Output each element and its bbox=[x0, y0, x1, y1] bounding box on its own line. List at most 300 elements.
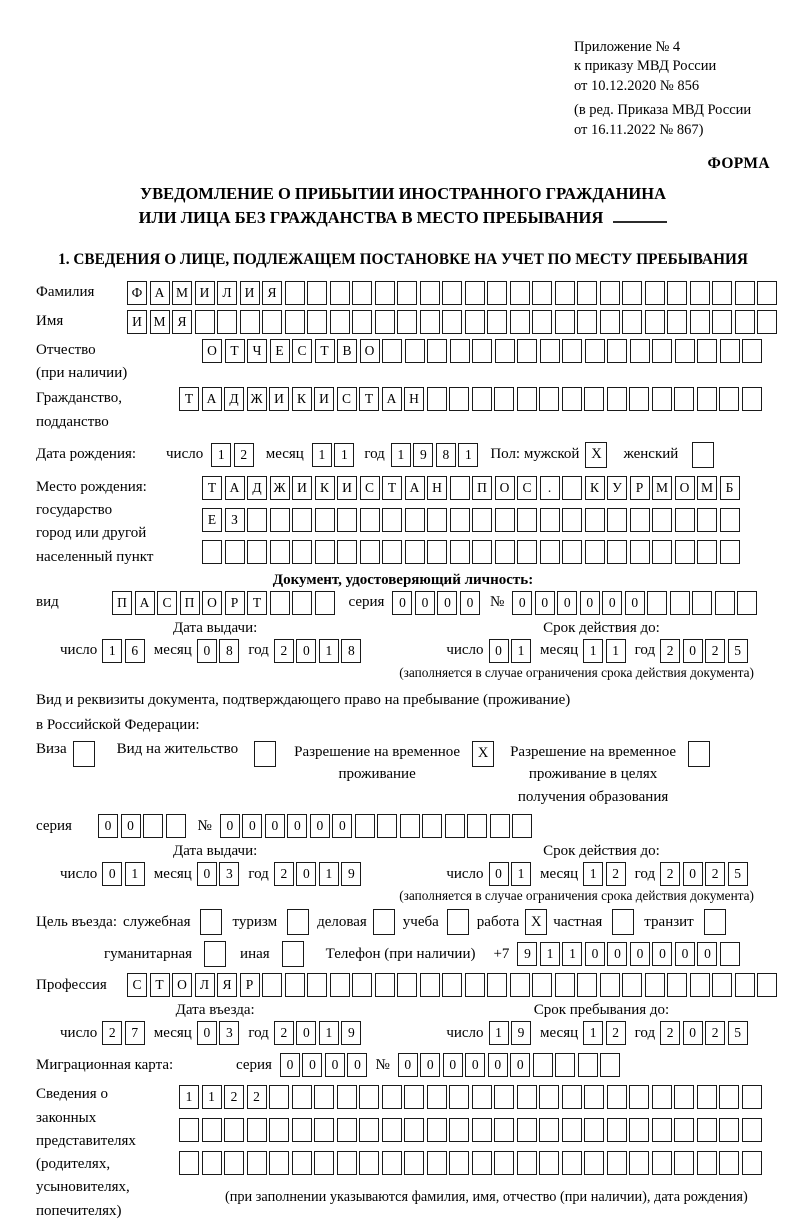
doc-valid-day-boxes[interactable] bbox=[489, 639, 532, 663]
char-box[interactable] bbox=[405, 339, 425, 363]
char-box[interactable] bbox=[562, 1151, 582, 1175]
char-box[interactable] bbox=[292, 540, 312, 564]
purpose-transit-checkbox[interactable] bbox=[704, 909, 726, 935]
char-box[interactable]: 1 bbox=[319, 639, 339, 663]
char-box[interactable] bbox=[494, 1151, 514, 1175]
purpose-other-checkbox[interactable] bbox=[282, 941, 304, 967]
char-box[interactable]: 0 bbox=[296, 639, 316, 663]
char-box[interactable]: Т bbox=[179, 387, 199, 411]
char-box[interactable] bbox=[427, 1118, 447, 1142]
char-box[interactable]: 0 bbox=[489, 862, 509, 886]
char-box[interactable]: 5 bbox=[728, 862, 748, 886]
char-box[interactable] bbox=[445, 814, 465, 838]
char-box[interactable] bbox=[375, 310, 395, 334]
char-box[interactable] bbox=[179, 1118, 199, 1142]
char-box[interactable] bbox=[225, 540, 245, 564]
char-box[interactable]: 0 bbox=[415, 591, 435, 615]
char-box[interactable] bbox=[539, 387, 559, 411]
char-box[interactable] bbox=[607, 540, 627, 564]
char-box[interactable]: 0 bbox=[296, 1021, 316, 1045]
char-box[interactable] bbox=[495, 508, 515, 532]
char-box[interactable]: 1 bbox=[511, 639, 531, 663]
char-box[interactable]: 1 bbox=[583, 639, 603, 663]
char-box[interactable] bbox=[607, 1151, 627, 1175]
char-box[interactable] bbox=[315, 591, 335, 615]
char-box[interactable]: 6 bbox=[125, 639, 145, 663]
char-box[interactable]: 0 bbox=[580, 591, 600, 615]
char-box[interactable] bbox=[517, 508, 537, 532]
char-box[interactable]: 0 bbox=[510, 1053, 530, 1077]
char-box[interactable]: 9 bbox=[517, 942, 537, 966]
char-box[interactable]: А bbox=[202, 387, 222, 411]
char-box[interactable]: З bbox=[225, 508, 245, 532]
char-box[interactable] bbox=[577, 310, 597, 334]
char-box[interactable]: 0 bbox=[460, 591, 480, 615]
char-box[interactable]: И bbox=[269, 387, 289, 411]
char-box[interactable] bbox=[675, 508, 695, 532]
permit-series-boxes[interactable] bbox=[98, 814, 186, 838]
char-box[interactable] bbox=[494, 1085, 514, 1109]
char-box[interactable] bbox=[735, 281, 755, 305]
char-box[interactable]: А bbox=[225, 476, 245, 500]
char-box[interactable]: 1 bbox=[562, 942, 582, 966]
char-box[interactable] bbox=[472, 387, 492, 411]
char-box[interactable]: П bbox=[112, 591, 132, 615]
char-box[interactable] bbox=[652, 508, 672, 532]
char-box[interactable] bbox=[742, 1118, 762, 1142]
char-box[interactable] bbox=[532, 973, 552, 997]
char-box[interactable] bbox=[472, 1118, 492, 1142]
char-box[interactable] bbox=[427, 540, 447, 564]
char-box[interactable] bbox=[517, 1151, 537, 1175]
char-box[interactable] bbox=[674, 1118, 694, 1142]
char-box[interactable] bbox=[697, 387, 717, 411]
char-box[interactable] bbox=[532, 281, 552, 305]
char-box[interactable]: 0 bbox=[280, 1053, 300, 1077]
char-box[interactable] bbox=[449, 1118, 469, 1142]
char-box[interactable]: 0 bbox=[489, 639, 509, 663]
birth-year-boxes[interactable] bbox=[391, 443, 479, 467]
char-box[interactable] bbox=[179, 1151, 199, 1175]
char-box[interactable] bbox=[697, 1085, 717, 1109]
char-box[interactable]: О bbox=[495, 476, 515, 500]
char-box[interactable] bbox=[562, 508, 582, 532]
char-box[interactable] bbox=[585, 508, 605, 532]
char-box[interactable]: 2 bbox=[705, 862, 725, 886]
char-box[interactable] bbox=[262, 310, 282, 334]
char-box[interactable] bbox=[622, 310, 642, 334]
char-box[interactable] bbox=[270, 540, 290, 564]
char-box[interactable]: Д bbox=[247, 476, 267, 500]
char-box[interactable] bbox=[600, 1053, 620, 1077]
doc-valid-year-boxes[interactable] bbox=[660, 639, 748, 663]
char-box[interactable] bbox=[517, 387, 537, 411]
char-box[interactable]: У bbox=[607, 476, 627, 500]
char-box[interactable]: 2 bbox=[234, 443, 254, 467]
char-box[interactable] bbox=[584, 1085, 604, 1109]
char-box[interactable] bbox=[314, 1118, 334, 1142]
char-box[interactable] bbox=[742, 1085, 762, 1109]
char-box[interactable] bbox=[359, 1151, 379, 1175]
char-box[interactable] bbox=[715, 591, 735, 615]
char-box[interactable] bbox=[607, 1118, 627, 1142]
char-box[interactable] bbox=[450, 339, 470, 363]
char-box[interactable] bbox=[667, 281, 687, 305]
char-box[interactable]: 9 bbox=[341, 862, 361, 886]
char-box[interactable] bbox=[217, 310, 237, 334]
char-box[interactable] bbox=[494, 387, 514, 411]
char-box[interactable] bbox=[720, 540, 740, 564]
char-box[interactable] bbox=[487, 310, 507, 334]
char-box[interactable] bbox=[690, 310, 710, 334]
char-box[interactable]: 0 bbox=[437, 591, 457, 615]
char-box[interactable]: Н bbox=[427, 476, 447, 500]
permit-issue-month-boxes[interactable] bbox=[197, 862, 240, 886]
char-box[interactable]: Н bbox=[404, 387, 424, 411]
char-box[interactable]: 8 bbox=[341, 639, 361, 663]
char-box[interactable]: С bbox=[157, 591, 177, 615]
char-box[interactable] bbox=[737, 591, 757, 615]
char-box[interactable]: 0 bbox=[242, 814, 262, 838]
permit-number-boxes[interactable] bbox=[220, 814, 533, 838]
char-box[interactable]: 3 bbox=[219, 1021, 239, 1045]
char-box[interactable] bbox=[427, 508, 447, 532]
char-box[interactable] bbox=[622, 281, 642, 305]
char-box[interactable]: 1 bbox=[334, 443, 354, 467]
char-box[interactable]: Ж bbox=[270, 476, 290, 500]
char-box[interactable] bbox=[675, 540, 695, 564]
char-box[interactable] bbox=[397, 310, 417, 334]
char-box[interactable] bbox=[427, 387, 447, 411]
doc-series-boxes[interactable] bbox=[392, 591, 480, 615]
char-box[interactable] bbox=[472, 1151, 492, 1175]
char-box[interactable]: 0 bbox=[302, 1053, 322, 1077]
char-box[interactable] bbox=[315, 508, 335, 532]
char-box[interactable] bbox=[307, 281, 327, 305]
char-box[interactable]: П bbox=[472, 476, 492, 500]
char-box[interactable] bbox=[629, 1085, 649, 1109]
char-box[interactable] bbox=[712, 973, 732, 997]
char-box[interactable] bbox=[712, 281, 732, 305]
char-box[interactable] bbox=[472, 540, 492, 564]
char-box[interactable] bbox=[420, 281, 440, 305]
char-box[interactable] bbox=[292, 1118, 312, 1142]
char-box[interactable]: 2 bbox=[606, 1021, 626, 1045]
char-box[interactable] bbox=[427, 339, 447, 363]
char-box[interactable]: 0 bbox=[557, 591, 577, 615]
char-box[interactable] bbox=[720, 508, 740, 532]
char-box[interactable]: П bbox=[180, 591, 200, 615]
char-box[interactable] bbox=[630, 339, 650, 363]
char-box[interactable] bbox=[629, 387, 649, 411]
char-box[interactable] bbox=[584, 1118, 604, 1142]
char-box[interactable] bbox=[697, 1151, 717, 1175]
char-box[interactable] bbox=[735, 310, 755, 334]
char-box[interactable] bbox=[330, 310, 350, 334]
doc-issue-day-boxes[interactable] bbox=[102, 639, 145, 663]
char-box[interactable] bbox=[647, 591, 667, 615]
char-box[interactable] bbox=[202, 1118, 222, 1142]
citizenship-boxes[interactable] bbox=[179, 387, 762, 411]
char-box[interactable] bbox=[292, 1085, 312, 1109]
entry-month-boxes[interactable] bbox=[197, 1021, 240, 1045]
entry-day-boxes[interactable] bbox=[102, 1021, 145, 1045]
char-box[interactable] bbox=[292, 508, 312, 532]
doc-issue-year-boxes[interactable] bbox=[274, 639, 362, 663]
char-box[interactable]: К bbox=[585, 476, 605, 500]
surname-boxes[interactable] bbox=[127, 281, 777, 305]
char-box[interactable]: А bbox=[135, 591, 155, 615]
char-box[interactable] bbox=[285, 281, 305, 305]
char-box[interactable] bbox=[667, 973, 687, 997]
name-boxes[interactable] bbox=[127, 310, 777, 334]
char-box[interactable] bbox=[449, 387, 469, 411]
char-box[interactable] bbox=[337, 540, 357, 564]
birthplace-boxes-row1[interactable] bbox=[202, 476, 740, 500]
char-box[interactable] bbox=[510, 281, 530, 305]
char-box[interactable] bbox=[697, 540, 717, 564]
migration-number-boxes[interactable] bbox=[398, 1053, 621, 1077]
char-box[interactable]: А bbox=[382, 387, 402, 411]
char-box[interactable] bbox=[495, 540, 515, 564]
purpose-tourism-checkbox[interactable] bbox=[287, 909, 309, 935]
char-box[interactable] bbox=[585, 540, 605, 564]
char-box[interactable]: Т bbox=[315, 339, 335, 363]
char-box[interactable]: Р bbox=[225, 591, 245, 615]
char-box[interactable]: 0 bbox=[347, 1053, 367, 1077]
char-box[interactable] bbox=[652, 387, 672, 411]
char-box[interactable] bbox=[269, 1085, 289, 1109]
char-box[interactable] bbox=[757, 310, 777, 334]
char-box[interactable] bbox=[240, 310, 260, 334]
char-box[interactable]: А bbox=[150, 281, 170, 305]
char-box[interactable] bbox=[675, 339, 695, 363]
char-box[interactable]: 7 bbox=[125, 1021, 145, 1045]
char-box[interactable]: А bbox=[405, 476, 425, 500]
char-box[interactable]: 1 bbox=[583, 862, 603, 886]
char-box[interactable] bbox=[450, 540, 470, 564]
char-box[interactable] bbox=[735, 973, 755, 997]
char-box[interactable]: И bbox=[240, 281, 260, 305]
char-box[interactable] bbox=[600, 973, 620, 997]
birth-day-boxes[interactable] bbox=[211, 443, 254, 467]
char-box[interactable] bbox=[375, 973, 395, 997]
char-box[interactable] bbox=[352, 973, 372, 997]
char-box[interactable] bbox=[465, 973, 485, 997]
char-box[interactable]: С bbox=[337, 387, 357, 411]
char-box[interactable] bbox=[397, 281, 417, 305]
char-box[interactable] bbox=[600, 310, 620, 334]
char-box[interactable]: 1 bbox=[125, 862, 145, 886]
char-box[interactable]: 0 bbox=[296, 862, 316, 886]
char-box[interactable] bbox=[674, 1151, 694, 1175]
char-box[interactable]: 2 bbox=[274, 639, 294, 663]
char-box[interactable]: 2 bbox=[606, 862, 626, 886]
char-box[interactable] bbox=[337, 1118, 357, 1142]
char-box[interactable]: Л bbox=[217, 281, 237, 305]
char-box[interactable] bbox=[382, 1118, 402, 1142]
char-box[interactable] bbox=[690, 281, 710, 305]
char-box[interactable] bbox=[420, 310, 440, 334]
char-box[interactable] bbox=[719, 1151, 739, 1175]
visa-checkbox[interactable] bbox=[73, 741, 95, 767]
char-box[interactable] bbox=[670, 591, 690, 615]
char-box[interactable] bbox=[465, 310, 485, 334]
char-box[interactable]: 1 bbox=[202, 1085, 222, 1109]
char-box[interactable]: К bbox=[292, 387, 312, 411]
permit-valid-day-boxes[interactable] bbox=[489, 862, 532, 886]
birthplace-boxes-row3[interactable] bbox=[202, 540, 740, 564]
char-box[interactable] bbox=[143, 814, 163, 838]
char-box[interactable] bbox=[420, 973, 440, 997]
char-box[interactable] bbox=[449, 1085, 469, 1109]
char-box[interactable]: 0 bbox=[392, 591, 412, 615]
char-box[interactable] bbox=[517, 1118, 537, 1142]
char-box[interactable] bbox=[472, 508, 492, 532]
char-box[interactable] bbox=[652, 1118, 672, 1142]
char-box[interactable] bbox=[285, 973, 305, 997]
char-box[interactable] bbox=[645, 310, 665, 334]
char-box[interactable]: 0 bbox=[585, 942, 605, 966]
char-box[interactable] bbox=[382, 339, 402, 363]
char-box[interactable]: Л bbox=[195, 973, 215, 997]
char-box[interactable] bbox=[720, 339, 740, 363]
char-box[interactable] bbox=[562, 1118, 582, 1142]
char-box[interactable]: 0 bbox=[683, 639, 703, 663]
char-box[interactable] bbox=[404, 1085, 424, 1109]
char-box[interactable]: В bbox=[337, 339, 357, 363]
char-box[interactable]: 0 bbox=[602, 591, 622, 615]
char-box[interactable]: 1 bbox=[511, 862, 531, 886]
char-box[interactable] bbox=[652, 1151, 672, 1175]
char-box[interactable]: О bbox=[202, 339, 222, 363]
char-box[interactable]: 0 bbox=[220, 814, 240, 838]
char-box[interactable] bbox=[540, 339, 560, 363]
stay-day-boxes[interactable] bbox=[489, 1021, 532, 1045]
char-box[interactable] bbox=[405, 508, 425, 532]
char-box[interactable]: 0 bbox=[420, 1053, 440, 1077]
char-box[interactable] bbox=[585, 339, 605, 363]
char-box[interactable]: Е bbox=[202, 508, 222, 532]
char-box[interactable] bbox=[495, 339, 515, 363]
char-box[interactable] bbox=[577, 281, 597, 305]
char-box[interactable]: М bbox=[652, 476, 672, 500]
char-box[interactable]: 0 bbox=[607, 942, 627, 966]
profession-boxes[interactable] bbox=[127, 973, 777, 997]
char-box[interactable]: 0 bbox=[197, 639, 217, 663]
char-box[interactable] bbox=[360, 508, 380, 532]
char-box[interactable] bbox=[629, 1118, 649, 1142]
char-box[interactable] bbox=[487, 281, 507, 305]
char-box[interactable] bbox=[467, 814, 487, 838]
char-box[interactable] bbox=[292, 1151, 312, 1175]
char-box[interactable] bbox=[382, 1085, 402, 1109]
char-box[interactable] bbox=[742, 339, 762, 363]
guardians-boxes-row3[interactable] bbox=[179, 1151, 762, 1175]
char-box[interactable]: Ф bbox=[127, 281, 147, 305]
char-box[interactable] bbox=[584, 1151, 604, 1175]
char-box[interactable]: М bbox=[172, 281, 192, 305]
char-box[interactable]: 0 bbox=[465, 1053, 485, 1077]
char-box[interactable] bbox=[487, 973, 507, 997]
char-box[interactable]: М bbox=[697, 476, 717, 500]
char-box[interactable]: 1 bbox=[458, 443, 478, 467]
char-box[interactable]: 1 bbox=[489, 1021, 509, 1045]
purpose-business-checkbox[interactable] bbox=[373, 909, 395, 935]
char-box[interactable] bbox=[442, 281, 462, 305]
char-box[interactable]: Ч bbox=[247, 339, 267, 363]
char-box[interactable] bbox=[337, 1085, 357, 1109]
char-box[interactable]: И bbox=[314, 387, 334, 411]
char-box[interactable]: 5 bbox=[728, 639, 748, 663]
char-box[interactable] bbox=[630, 508, 650, 532]
char-box[interactable]: 2 bbox=[660, 1021, 680, 1045]
char-box[interactable]: Р bbox=[240, 973, 260, 997]
doc-valid-month-boxes[interactable] bbox=[583, 639, 626, 663]
char-box[interactable] bbox=[584, 387, 604, 411]
char-box[interactable] bbox=[622, 973, 642, 997]
char-box[interactable] bbox=[352, 310, 372, 334]
char-box[interactable]: Б bbox=[720, 476, 740, 500]
char-box[interactable]: 9 bbox=[341, 1021, 361, 1045]
char-box[interactable]: 0 bbox=[98, 814, 118, 838]
stay-month-boxes[interactable] bbox=[583, 1021, 626, 1045]
char-box[interactable] bbox=[359, 1085, 379, 1109]
char-box[interactable]: Т bbox=[150, 973, 170, 997]
char-box[interactable]: 1 bbox=[319, 1021, 339, 1045]
rvp-checkbox[interactable]: X bbox=[472, 741, 494, 767]
char-box[interactable]: 8 bbox=[219, 639, 239, 663]
char-box[interactable] bbox=[195, 310, 215, 334]
char-box[interactable] bbox=[224, 1151, 244, 1175]
char-box[interactable] bbox=[400, 814, 420, 838]
char-box[interactable] bbox=[247, 1118, 267, 1142]
char-box[interactable] bbox=[674, 1085, 694, 1109]
char-box[interactable] bbox=[667, 310, 687, 334]
char-box[interactable] bbox=[555, 281, 575, 305]
char-box[interactable] bbox=[539, 1085, 559, 1109]
char-box[interactable] bbox=[292, 591, 312, 615]
char-box[interactable]: 0 bbox=[102, 862, 122, 886]
char-box[interactable] bbox=[270, 508, 290, 532]
char-box[interactable]: Т bbox=[202, 476, 222, 500]
char-box[interactable] bbox=[674, 387, 694, 411]
char-box[interactable] bbox=[330, 281, 350, 305]
char-box[interactable] bbox=[442, 973, 462, 997]
char-box[interactable]: 0 bbox=[121, 814, 141, 838]
char-box[interactable]: С bbox=[517, 476, 537, 500]
char-box[interactable]: 1 bbox=[583, 1021, 603, 1045]
char-box[interactable] bbox=[465, 281, 485, 305]
purpose-humanitarian-checkbox[interactable] bbox=[204, 941, 226, 967]
char-box[interactable]: Е bbox=[270, 339, 290, 363]
phone-boxes[interactable] bbox=[517, 942, 740, 966]
char-box[interactable]: Ж bbox=[247, 387, 267, 411]
char-box[interactable]: 1 bbox=[179, 1085, 199, 1109]
char-box[interactable] bbox=[247, 1151, 267, 1175]
char-box[interactable] bbox=[490, 814, 510, 838]
char-box[interactable] bbox=[224, 1118, 244, 1142]
char-box[interactable] bbox=[166, 814, 186, 838]
guardians-boxes-row2[interactable] bbox=[179, 1118, 762, 1142]
guardians-boxes-row1[interactable] bbox=[179, 1085, 762, 1109]
char-box[interactable]: И bbox=[195, 281, 215, 305]
char-box[interactable]: К bbox=[315, 476, 335, 500]
char-box[interactable]: 0 bbox=[310, 814, 330, 838]
char-box[interactable] bbox=[450, 476, 470, 500]
char-box[interactable] bbox=[692, 591, 712, 615]
char-box[interactable]: О bbox=[202, 591, 222, 615]
